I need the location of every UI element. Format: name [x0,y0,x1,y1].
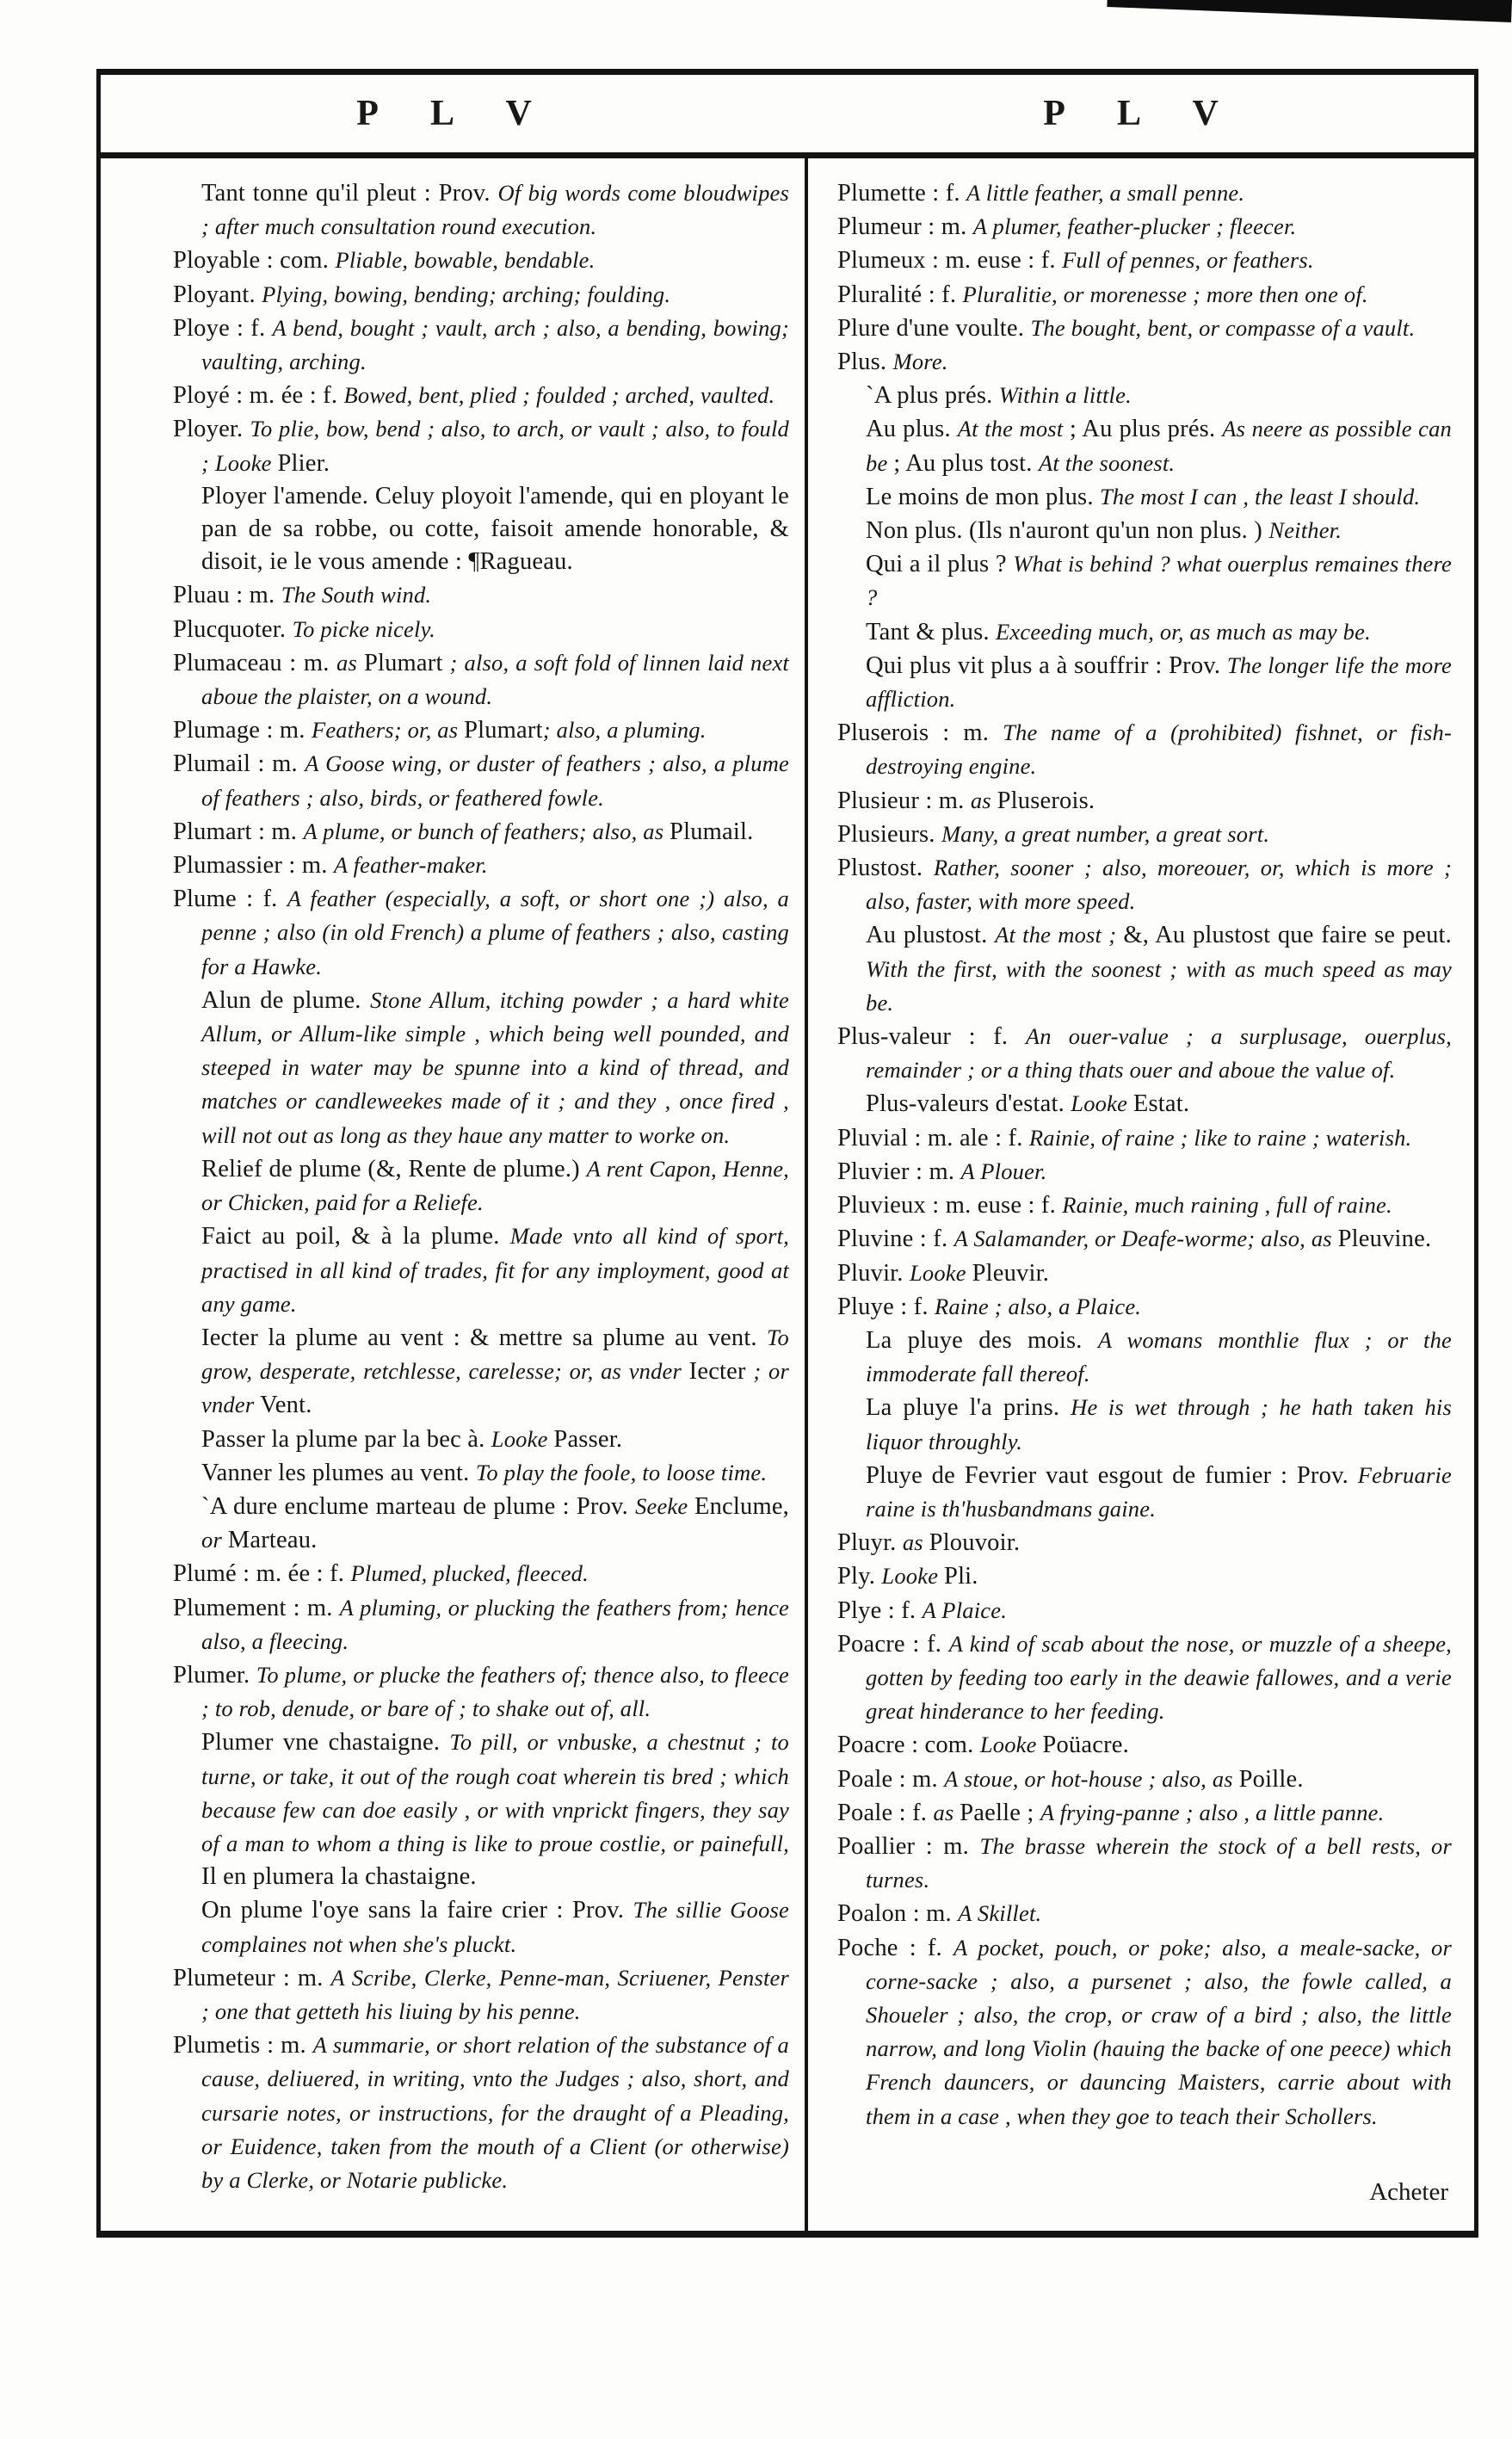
headword-text: Plier. [277,449,330,477]
gloss-text: as [902,1529,929,1556]
headword-text: Plume : f. [173,886,287,913]
dictionary-entry [173,178,789,245]
gloss-text: With the first, with the soonest ; with as much speed as may be. [866,955,1452,1016]
headword-text: Plumail. [670,818,754,845]
headword-text: Il en plumera la chastaigne. [201,1863,477,1891]
headword-text: Alun de plume. [201,986,371,1014]
gloss-text: Raine ; also, a Plaice. [935,1293,1142,1319]
dictionary-entry [837,380,1452,414]
dictionary-entry [173,1963,789,2030]
dictionary-entry [173,1660,789,1727]
dictionary-entry [173,1458,789,1491]
dictionary-entry [173,884,789,985]
dictionary-entry [173,580,789,614]
gloss-text: To plume, or plucke the feathers of; thence also, to fleece ; to rob, denude, or bare of ; to shake out of, all. [201,1661,789,1722]
headword-text: Plus. [837,349,893,376]
dictionary-entry [173,715,789,749]
dictionary-entry [837,549,1452,616]
dictionary-entry [837,1831,1452,1899]
headword-text: Plouvoir. [929,1529,1021,1557]
gloss-text: A Salamander, or Deafe-worme; also, as [953,1226,1338,1252]
gloss-text: The longer life the more affliction. [866,651,1452,713]
dictionary-entry [173,414,789,481]
dictionary-entry [837,516,1452,549]
dictionary-entry [173,614,789,648]
gloss-text: Stone Allum, itching powder ; a hard white Allum, or Allum-like simple , which being well pounded, and steeped in water may be spunne into a kind of thread, and matches or candleweekes made of it ; and they , once fired , will not out as long as they haue any matter to worke on. [201,986,790,1148]
gloss-text: A Plouer. [960,1158,1047,1184]
gloss-text: A plumer, feather-plucker ; fleecer. [972,213,1297,240]
gloss-text: A stoue, or hot-house ; also, as [944,1765,1239,1792]
headword-text: Plus-valeur : f. [837,1023,1026,1051]
dictionary-entry [837,651,1452,718]
headword-text: Pluserois. [997,787,1095,814]
gloss-text: A womans monthlie flux ; or the immoderate fall thereof. [866,1326,1452,1387]
headword-text: `A plus prés. [866,382,999,410]
gloss-text: Plying, bowing, bending; arching; foulding. [262,281,671,307]
headword-text: Vanner les plumes au vent. [201,1459,476,1486]
headword-text: Tant tonne qu'il pleut : Prov. [201,180,498,207]
headword-text: Pluau : m. [173,582,281,609]
dictionary-entry [173,380,789,414]
headword-text: ; Au plus prés. [1069,416,1223,443]
dictionary-entry [837,1190,1452,1224]
headword-text: Pli. [944,1563,978,1590]
gloss-text: as [970,787,997,813]
dictionary-entry [173,850,789,884]
headword-text: `A dure enclume marteau de plume : Prov. [201,1492,636,1520]
dictionary-entry [173,1323,789,1424]
headword-text: Tant & plus. [866,618,997,645]
gloss-text: A plume, or bunch of feathers; also, as [303,818,670,844]
headword-text: Pluvier : m. [837,1158,961,1185]
headword-text: Ployé : m. ée : f. [173,382,344,410]
headword-text: Pleuvine. [1337,1226,1432,1253]
dictionary-entry [837,482,1452,516]
headword-text: Poale : m. [837,1765,945,1793]
gloss-text: A little feather, a small penne. [966,180,1245,206]
headword-text: Ployant. [173,281,262,308]
dictionary-entry [837,1460,1452,1528]
dictionary-entry [837,280,1452,313]
gloss-text: Made vnto all kind of sport, practised in all kind of trades, fit for any imployment, good at any game. [201,1223,789,1317]
headword-text: Poche : f. [837,1934,953,1961]
headword-text: Au plustost. [866,922,996,949]
dictionary-entry [837,1528,1452,1561]
headword-text: Poale : f. [837,1799,934,1826]
gloss-text: A bend, bought ; vault, arch ; also, a bending, bowing; vaulting, arching. [201,314,789,375]
headword-text: Pluserois : m. [837,719,1003,747]
gloss-text: The South wind. [281,582,432,608]
dictionary-entry [173,1559,789,1592]
gloss-text: Looke [1071,1090,1133,1117]
dictionary-entry [837,1157,1452,1190]
gloss-text: Within a little. [998,382,1132,409]
headword-text: Poüacre. [1042,1732,1129,1759]
headword-text: La pluye l'a prins. [866,1394,1071,1422]
headword-text: Faict au poil, & à la plume. [201,1223,510,1250]
headword-text: Ployer. [173,416,250,443]
headword-text: On plume l'oye sans la faire crier : Prov. [201,1897,633,1924]
headword-text: Relief de plume (&, Rente de plume.) [201,1155,587,1182]
gloss-text: Feathers; or, as [311,717,465,744]
headword-text: Plumette : f. [837,180,967,207]
dictionary-entry [837,1596,1452,1629]
dictionary-entry [173,1593,789,1660]
headword-text: Plumer. [173,1661,256,1689]
dictionary-entry [837,1798,1452,1831]
gloss-text: To pill, or vnbuske, a chestnut ; to turne, or take, it out of the rough coat wherein tis bred ; which because few can doe easily , or with vnprickt fingers, they say of a man to whom a thing is like to proue costlie, or painefull, [201,1729,789,1856]
gloss-text: Looke [909,1259,972,1286]
headword-text: ; Au plus tost. [893,449,1039,477]
headword-text: Passer. [553,1425,623,1453]
headword-text: &, Au plustost que faire se peut. [1123,922,1452,949]
gloss-text: Rainie, much raining , full of raine. [1062,1192,1392,1219]
catchword: Acheter [1369,2178,1448,2206]
headword-text: Plumart [464,717,543,744]
gloss-text: To grow, desperate, retchlesse, carelesse; or, as vnder [201,1324,789,1385]
headword-text: Ploye : f. [173,314,273,342]
dictionary-entry [173,1727,789,1895]
headword-text: Poille. [1238,1765,1304,1793]
gloss-text: He is wet through ; he hath taken his liquor throughly. [866,1394,1452,1454]
dictionary-entry [837,1899,1452,1932]
dictionary-entry [173,648,789,715]
dictionary-entry [837,1561,1452,1595]
headword-text: Ployable : com. [173,247,336,275]
gloss-text: An ouer-value ; a surplusage, ouerplus, remainder ; or a thing thats ouer and aboue the value of. [866,1023,1452,1084]
dictionary-entry [173,2030,789,2199]
gloss-text: To plie, bow, bend ; also, to arch, or vault ; also, to fould ; Looke [201,416,790,476]
gloss-text: As neere as possible can be [866,416,1453,476]
text-columns [101,158,1474,2231]
gloss-text: Looke [979,1732,1043,1758]
dictionary-entry [173,817,789,850]
running-head-row [101,75,1474,158]
dictionary-entry [173,313,789,380]
gloss-text: Full of pennes, or feathers. [1062,247,1314,274]
dictionary-entry [173,1895,789,1962]
headword-text: Le moins de mon plus. [866,483,1100,510]
gloss-text: Februarie raine is th'husbandmans gaine. [866,1461,1452,1522]
gloss-text: Pluralitie, or morenesse ; more then one of. [962,281,1368,307]
gloss-text: Bowed, bent, plied ; foulded ; arched, vaulted. [343,382,775,409]
dictionary-entry [837,786,1452,819]
dictionary-entry [173,245,789,279]
dictionary-entry [837,313,1452,347]
dictionary-entry [173,1491,789,1559]
headword-text: Poacre : f. [837,1630,949,1658]
headword-text: Poacre : com. [837,1732,980,1759]
gloss-text: A Skillet. [958,1900,1042,1927]
gloss-text: Pliable, bowable, bendable. [335,247,596,274]
headword-text: Pluye : f. [837,1293,935,1320]
headword-text: Ply. [837,1563,882,1590]
dictionary-entry [837,212,1452,245]
gloss-text: ; also, a soft fold of linnen laid next aboue the plaister, on a wound. [201,649,789,710]
headword-text: Enclume, [694,1492,789,1520]
scan-artifact [1107,0,1512,22]
headword-text: Iecter [688,1358,746,1386]
gloss-text: A summarie, or short relation of the substance of a cause, deliuered, in writing, vnto the Judges ; also, short, and cursarie notes, or instructions, for the draught of a Pleading, or Euidence, taken from the mouth of a Client (or otherwise) by a Clerke, or Notarie publicke. [201,2032,789,2193]
gloss-text: ; also, a pluming. [542,717,707,744]
headword-text: Plumart [363,649,443,676]
headword-text: Plumart : m. [173,818,304,845]
headword-text: Plumeux : m. euse : f. [837,247,1063,275]
dictionary-entry [837,718,1452,785]
headword-text: Plus-valeurs d'estat. [866,1090,1071,1118]
headword-text: Au plus. [866,416,958,443]
dictionary-entry [837,1629,1452,1731]
gloss-text: or [201,1527,228,1553]
dictionary-entry [837,1392,1452,1460]
headword-text: Plumer vne chastaigne. [201,1729,450,1757]
dictionary-entry [173,280,789,313]
headword-text: Pluvine : f. [837,1226,954,1253]
dictionary-entry [837,920,1452,1022]
headword-text: Passer la plume par la bec à. [201,1425,491,1453]
headword-text: Pleuvir. [972,1259,1050,1287]
dictionary-entry [837,1764,1452,1798]
dictionary-entry [837,853,1452,920]
headword-text: Pluvieux : m. euse : f. [837,1192,1063,1220]
headword-text: Plumement : m. [173,1594,340,1621]
headword-text: Pluralité : f. [837,281,963,308]
gloss-text: A pocket, pouch, or poke; also, a meale-sacke, or corne-sacke ; also, a pursenet ; also, the fowle called, a Shoueler ; also, the crop, or craw of a bird ; also, the little narrow, and long Violin (hauing the backe of one peece) which French dauncers, or dauncing Maisters, carrie about with them in a case , when they goe to teach their Schollers. [866,1934,1452,2129]
dictionary-entry [173,482,789,581]
running-head-right-cell [787,75,1474,152]
gloss-text: The sillie Goose complaines not when she's pluckt. [201,1897,790,1957]
page-frame [96,69,1478,2238]
gloss-text: A pluming, or plucking the feathers from; hence also, a fleecing. [201,1594,789,1654]
dictionary-entry [173,1424,789,1458]
dictionary-entry [173,749,789,816]
running-head-left-cell [101,75,787,152]
headword-text: Plumail : m. [173,750,305,778]
headword-text: Plumassier : m. [173,852,334,880]
gloss-text: To play the foole, to loose time. [475,1459,768,1485]
headword-text: Non plus. (Ils n'auront qu'un non plus. ) [866,517,1269,545]
headword-text: Plumaceau : m. [173,649,337,676]
gloss-text: More. [892,349,948,375]
headword-text: Ployer l'amende. Celuy ployoit l'amende, qui en ployant le pan de sa robbe, ou cotte, faisoit amende honorable, & disoit, ie le vous amende : ¶Ragueau. [201,482,789,576]
gloss-text: At the soonest. [1038,449,1176,476]
gloss-text: To picke nicely. [292,615,435,642]
dictionary-entry [837,347,1452,380]
gloss-text: Exceeding much, or, as much as may be. [996,618,1371,645]
column-right [805,158,1474,2231]
gloss-text: A frying-panne ; also , a little panne. [1040,1799,1385,1825]
dictionary-entry [837,178,1452,212]
headword-text: Plusieurs. [837,820,941,848]
dictionary-entry [837,245,1452,279]
headword-text: Paelle ; [960,1799,1040,1826]
gloss-text: The most I can , the least I should. [1099,483,1421,509]
gloss-text: Of big words come bloudwipes ; after much consultation round execution. [201,180,790,240]
headword-text: Iecter la plume au vent : & mettre sa plume au vent. [201,1324,768,1351]
gloss-text: Seeke [635,1492,694,1519]
gloss-text: At the most [957,416,1070,442]
headword-text: Plusieur : m. [837,787,971,814]
headword-text: Estat. [1132,1090,1190,1118]
gloss-text: Neither. [1268,517,1342,544]
headword-text: Plumeur : m. [837,213,973,241]
gloss-text: What is behind ? what ouerplus remaines there ? [866,551,1452,611]
dictionary-entry [837,1022,1452,1089]
dictionary-entry [173,1154,789,1221]
dictionary-entry [837,414,1452,481]
dictionary-entry [173,985,789,1154]
gloss-text: Rather, sooner ; also, moreouer, or, which is more ; also, faster, with more speed. [866,855,1452,915]
dictionary-entry [837,1089,1452,1122]
headword-text: Qui plus vit plus a à souffrir : Prov. [866,651,1227,679]
gloss-text: A rent Capon, Henne, or Chicken, paid for a Reliefe. [201,1155,790,1216]
headword-text: Qui a il plus ? [866,551,1014,578]
gloss-text: Looke [491,1425,554,1452]
gloss-text: A feather (especially, a soft, or short one ;) also, a penne ; also (in old French) a plume of feathers ; also, casting for a Hawke. [201,886,789,979]
column-left [101,158,805,2231]
headword-text: Plumage : m. [173,717,312,744]
dictionary-entry [837,1325,1452,1392]
headword-text: Plure d'une voulte. [837,314,1031,342]
gloss-text: Many, a great number, a great sort. [941,820,1270,847]
gloss-text: A feather-maker. [333,852,488,879]
gloss-text: At the most ; [995,922,1124,948]
headword-text: Plucquoter. [173,615,293,643]
headword-text: Plumetis : m. [173,2032,313,2059]
gloss-text: The name of a (prohibited) fishnet, or fish-destroying engine. [866,719,1452,780]
gloss-text: ; or vnder [201,1358,789,1418]
headword-text: Pluvial : m. ale : f. [837,1124,1029,1152]
gloss-text: Looke [881,1563,945,1590]
gloss-text: A Scribe, Clerke, Penne-man, Scriuener, Penster ; one that getteth his liuing by his penne. [201,1964,790,2024]
headword-text: Plumé : m. ée : f. [173,1560,351,1588]
gloss-text: Plumed, plucked, fleeced. [350,1560,589,1587]
gloss-text: as [336,649,364,676]
gloss-text: as [933,1799,960,1825]
gloss-text: Rainie, of raine ; like to raine ; waterish. [1028,1124,1412,1151]
headword-text: Poallier : m. [837,1832,980,1860]
dictionary-entry [837,1730,1452,1763]
gloss-text: The bought, bent, or compasse of a vault. [1030,314,1416,341]
headword-text: Plye : f. [837,1596,923,1624]
dictionary-entry [837,1123,1452,1157]
headword-text: Poalon : m. [837,1900,959,1928]
headword-text: Pluye de Fevrier vaut esgout de fumier : Prov. [866,1461,1358,1489]
dictionary-entry [837,1258,1452,1292]
headword-text: Pluvir. [837,1259,910,1287]
gloss-text: A Plaice. [922,1596,1008,1623]
headword-text: Plustost. [837,855,934,882]
running-title-left: P L V [356,94,554,133]
headword-text: La pluye des mois. [866,1326,1098,1354]
dictionary-entry [837,617,1452,651]
dictionary-entry [837,819,1452,853]
running-title-right: P L V [1043,94,1241,133]
dictionary-entry [173,1221,789,1323]
headword-text: Marteau. [227,1527,318,1554]
gloss-text: A kind of scab about the nose, or muzzle of a sheepe, gotten by feeding too early in the deawie fallowes, and a verie great hinderance to her feeding. [866,1630,1453,1725]
headword-text: Vent. [260,1392,312,1419]
dictionary-entry [837,1292,1452,1325]
dictionary-entry [837,1224,1452,1257]
headword-text: Plumeteur : m. [173,1964,331,1991]
gloss-text: The brasse wherein the stock of a bell rests, or turnes. [866,1832,1452,1893]
dictionary-entry [837,1933,1452,2135]
gloss-text: A Goose wing, or duster of feathers ; also, a plume of feathers ; also, birds, or feathered fowle. [201,750,789,811]
headword-text: Pluyr. [837,1529,903,1557]
